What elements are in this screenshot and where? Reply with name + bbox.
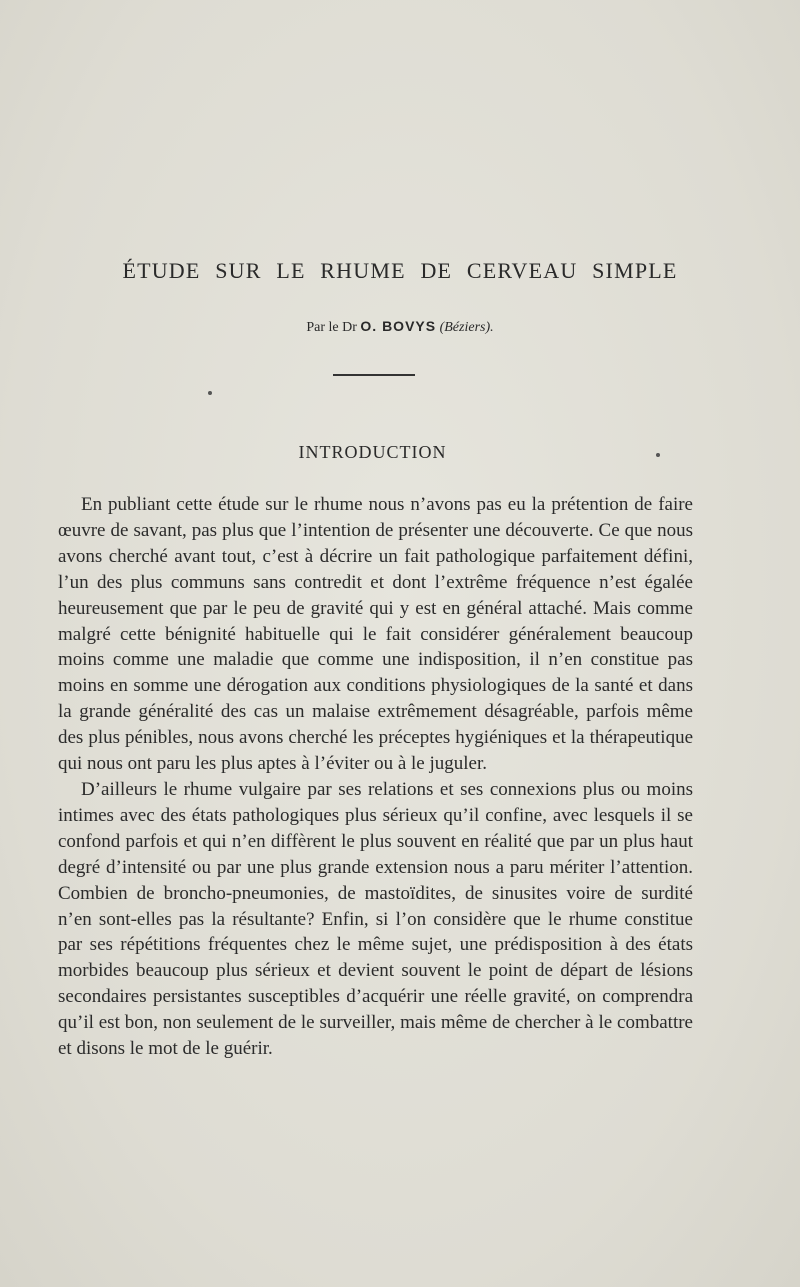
author-name: O. BOVYS: [360, 318, 437, 334]
byline: [0, 318, 800, 336]
paragraph: D’ailleurs le rhume vulgaire par ses relations et ses connexions plus ou moins intimes avec des états pathologiques plus sérieux qu’il confine, avec lesquels il se confond parfois et qui n’en diffèrent le plus souvent en réalité que par un plus haut degré d’intensité ou par une plus grande extension nous a paru mériter l’attention. Combien de broncho-pneumonies, de mastoïdites, de sinusites voire de surdité n’en sont-elles pas la résultante? Enfin, si l’on considère que le rhume constitue par ses répétitions fréquentes chez le même sujet, une prédisposition à des états morbides beaucoup plus sérieux et devient souvent le point de départ de lésions secondaires persistantes susceptibles d’acquérir une réelle gravité, on comprendra qu’il est bon, non seulement de le surveiller, mais même de chercher à le combattre et disons le mot de le guérir.: [58, 778, 693, 1060]
title-divider: [333, 374, 415, 376]
section-heading: INTRODUCTION: [298, 442, 447, 462]
print-speck: [208, 391, 212, 395]
byline-prefix: Par le Dr: [306, 320, 357, 335]
author-place: (Béziers).: [439, 320, 494, 335]
body-text: [58, 492, 693, 1062]
paragraph: En publiant cette étude sur le rhume nous n’avons pas eu la prétention de faire œuvre de savant, pas plus que l’intention de présenter une découverte. Ce que nous avons cherché avant tout, c’est à décrire un fait pathologique parfaitement défini, l’un des plus communs sans contredit et dont l’extrême fréquence n’est égalée heureusement que par le peu de gravité qui y est en général attaché. Mais comme malgré cette bénignité habituelle qui le fait considérer généralement beaucoup moins comme une maladie que comme une indisposition, il n’en constitue pas moins en somme une dérogation aux conditions physiologiques de la santé et dans la grande généralité des cas un malaise extrêmement désagréable, parfois même des plus pénibles, nous avons cherché les préceptes hygiéniques et la thérapeutique qui nous ont paru les plus aptes à l’éviter ou à le juguler.: [58, 494, 693, 775]
article-title: ÉTUDE SUR LE RHUME DE CERVEAU SIMPLE: [122, 258, 678, 283]
